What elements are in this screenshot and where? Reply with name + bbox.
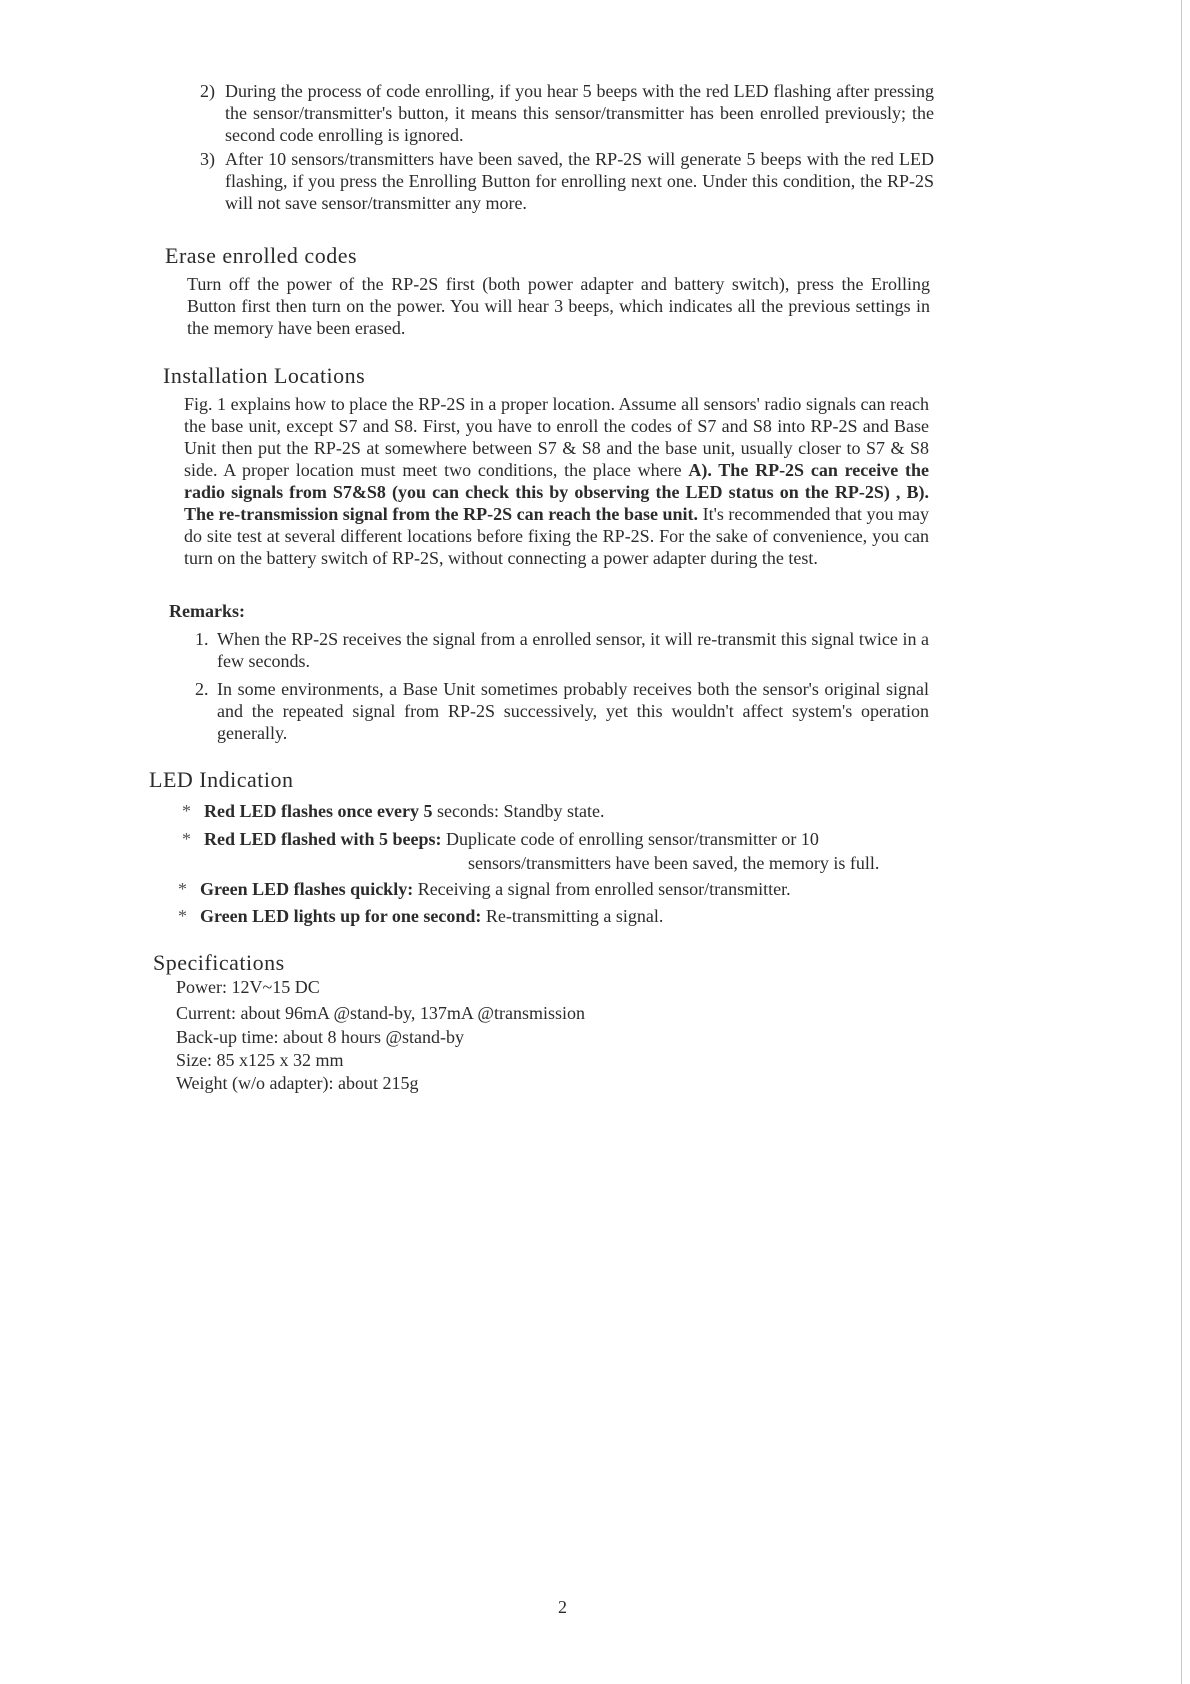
note-number: 2) (200, 81, 215, 101)
remark-text: When the RP-2S receives the signal from a enrolled sensor, it will re-transmit this signal twice in a few seconds. (217, 629, 929, 671)
note-number: 3) (200, 149, 215, 169)
remarks-label: Remarks: (169, 601, 245, 621)
spec-current: Current: about 96mA @stand-by, 137mA @transmission (176, 1003, 585, 1023)
led-heading: LED Indication (149, 767, 294, 792)
led-item-label: Red LED flashed with 5 beeps: (204, 829, 442, 849)
spec-size: Size: 85 x125 x 32 mm (176, 1050, 344, 1070)
spec-power: Power: 12V~15 DC (176, 977, 320, 997)
note-text: During the process of code enrolling, if you hear 5 beeps with the red LED flashing after pressing the sensor/transmitter's button, it means this sensor/transmitter has been enrolled previously; the second code enrolling is ignored. (225, 81, 934, 145)
led-item-text: Duplicate code of enrolling sensor/transmitter or 10 (441, 829, 819, 849)
led-item-text: Receiving a signal from enrolled sensor/transmitter. (413, 879, 791, 899)
led-item-label: Red LED flashes once every 5 (204, 801, 433, 821)
asterisk-icon: * (182, 829, 191, 849)
asterisk-icon: * (182, 801, 191, 821)
specs-heading: Specifications (153, 950, 285, 975)
installation-body (184, 393, 929, 569)
led-item-text: seconds: Standby state. (432, 801, 605, 821)
installation-body-part2: It's recommended that you may do site test at several different locations before fixing the RP-2S. For the sake of convenience, you can turn on the battery switch of RP-2S, without connecting a power adapter during the test. (184, 504, 929, 568)
installation-body-conditions: A). The RP-2S can receive the radio signals from S7&S8 (you can check this by observing the LED status on the RP-2S) , B). The re-transmission signal from the RP-2S can reach the base unit. (184, 460, 929, 524)
led-item-text: Re-transmitting a signal. (481, 906, 664, 926)
led-item-label: Green LED lights up for one second: (200, 906, 482, 926)
led-item (178, 878, 791, 900)
led-item-label: Green LED flashes quickly: (200, 879, 414, 899)
led-item (182, 828, 819, 850)
asterisk-icon: * (178, 879, 187, 899)
installation-body-part1: Fig. 1 explains how to place the RP-2S in a proper location. Assume all sensors' radio signals can reach the base unit, except S7 and S8. First, you have to enroll the codes of S7 and S8 into RP-2S and Base Unit then put the RP-2S at somewhere between S7 & S8 and the base unit, usually closer to S7 & S8 side. A proper location must meet two conditions, the place where (184, 394, 929, 480)
installation-heading: Installation Locations (163, 363, 366, 388)
remark-number: 1. (195, 629, 209, 649)
erase-heading: Erase enrolled codes (165, 243, 358, 268)
led-item-continuation: sensors/transmitters have been saved, the memory is full. (468, 853, 880, 873)
spec-weight: Weight (w/o adapter): about 215g (176, 1073, 419, 1093)
led-item (182, 800, 604, 822)
spec-backup-time: Back-up time: about 8 hours @stand-by (176, 1027, 465, 1047)
led-item (178, 905, 663, 927)
note-text: After 10 sensors/transmitters have been saved, the RP-2S will generate 5 beeps with the red LED flashing, if you press the Enrolling Button for enrolling next one. Under this condition, the RP-2S will not save sensor/transmitter any more. (225, 149, 934, 213)
scan-edge-line (1181, 0, 1182, 1684)
remark-number: 2. (195, 679, 209, 699)
erase-body: Turn off the power of the RP-2S first (both power adapter and battery switch), press the Erolling Button first then turn on the power. You will hear 3 beeps, which indicates all the previous settings in the memory have been erased. (187, 274, 930, 338)
remark-text: In some environments, a Base Unit sometimes probably receives both the sensor's original signal and the repeated signal from RP-2S successively, yet this wouldn't affect system's operation generally. (217, 679, 929, 743)
page-number: 2 (558, 1597, 567, 1617)
asterisk-icon: * (178, 906, 187, 926)
